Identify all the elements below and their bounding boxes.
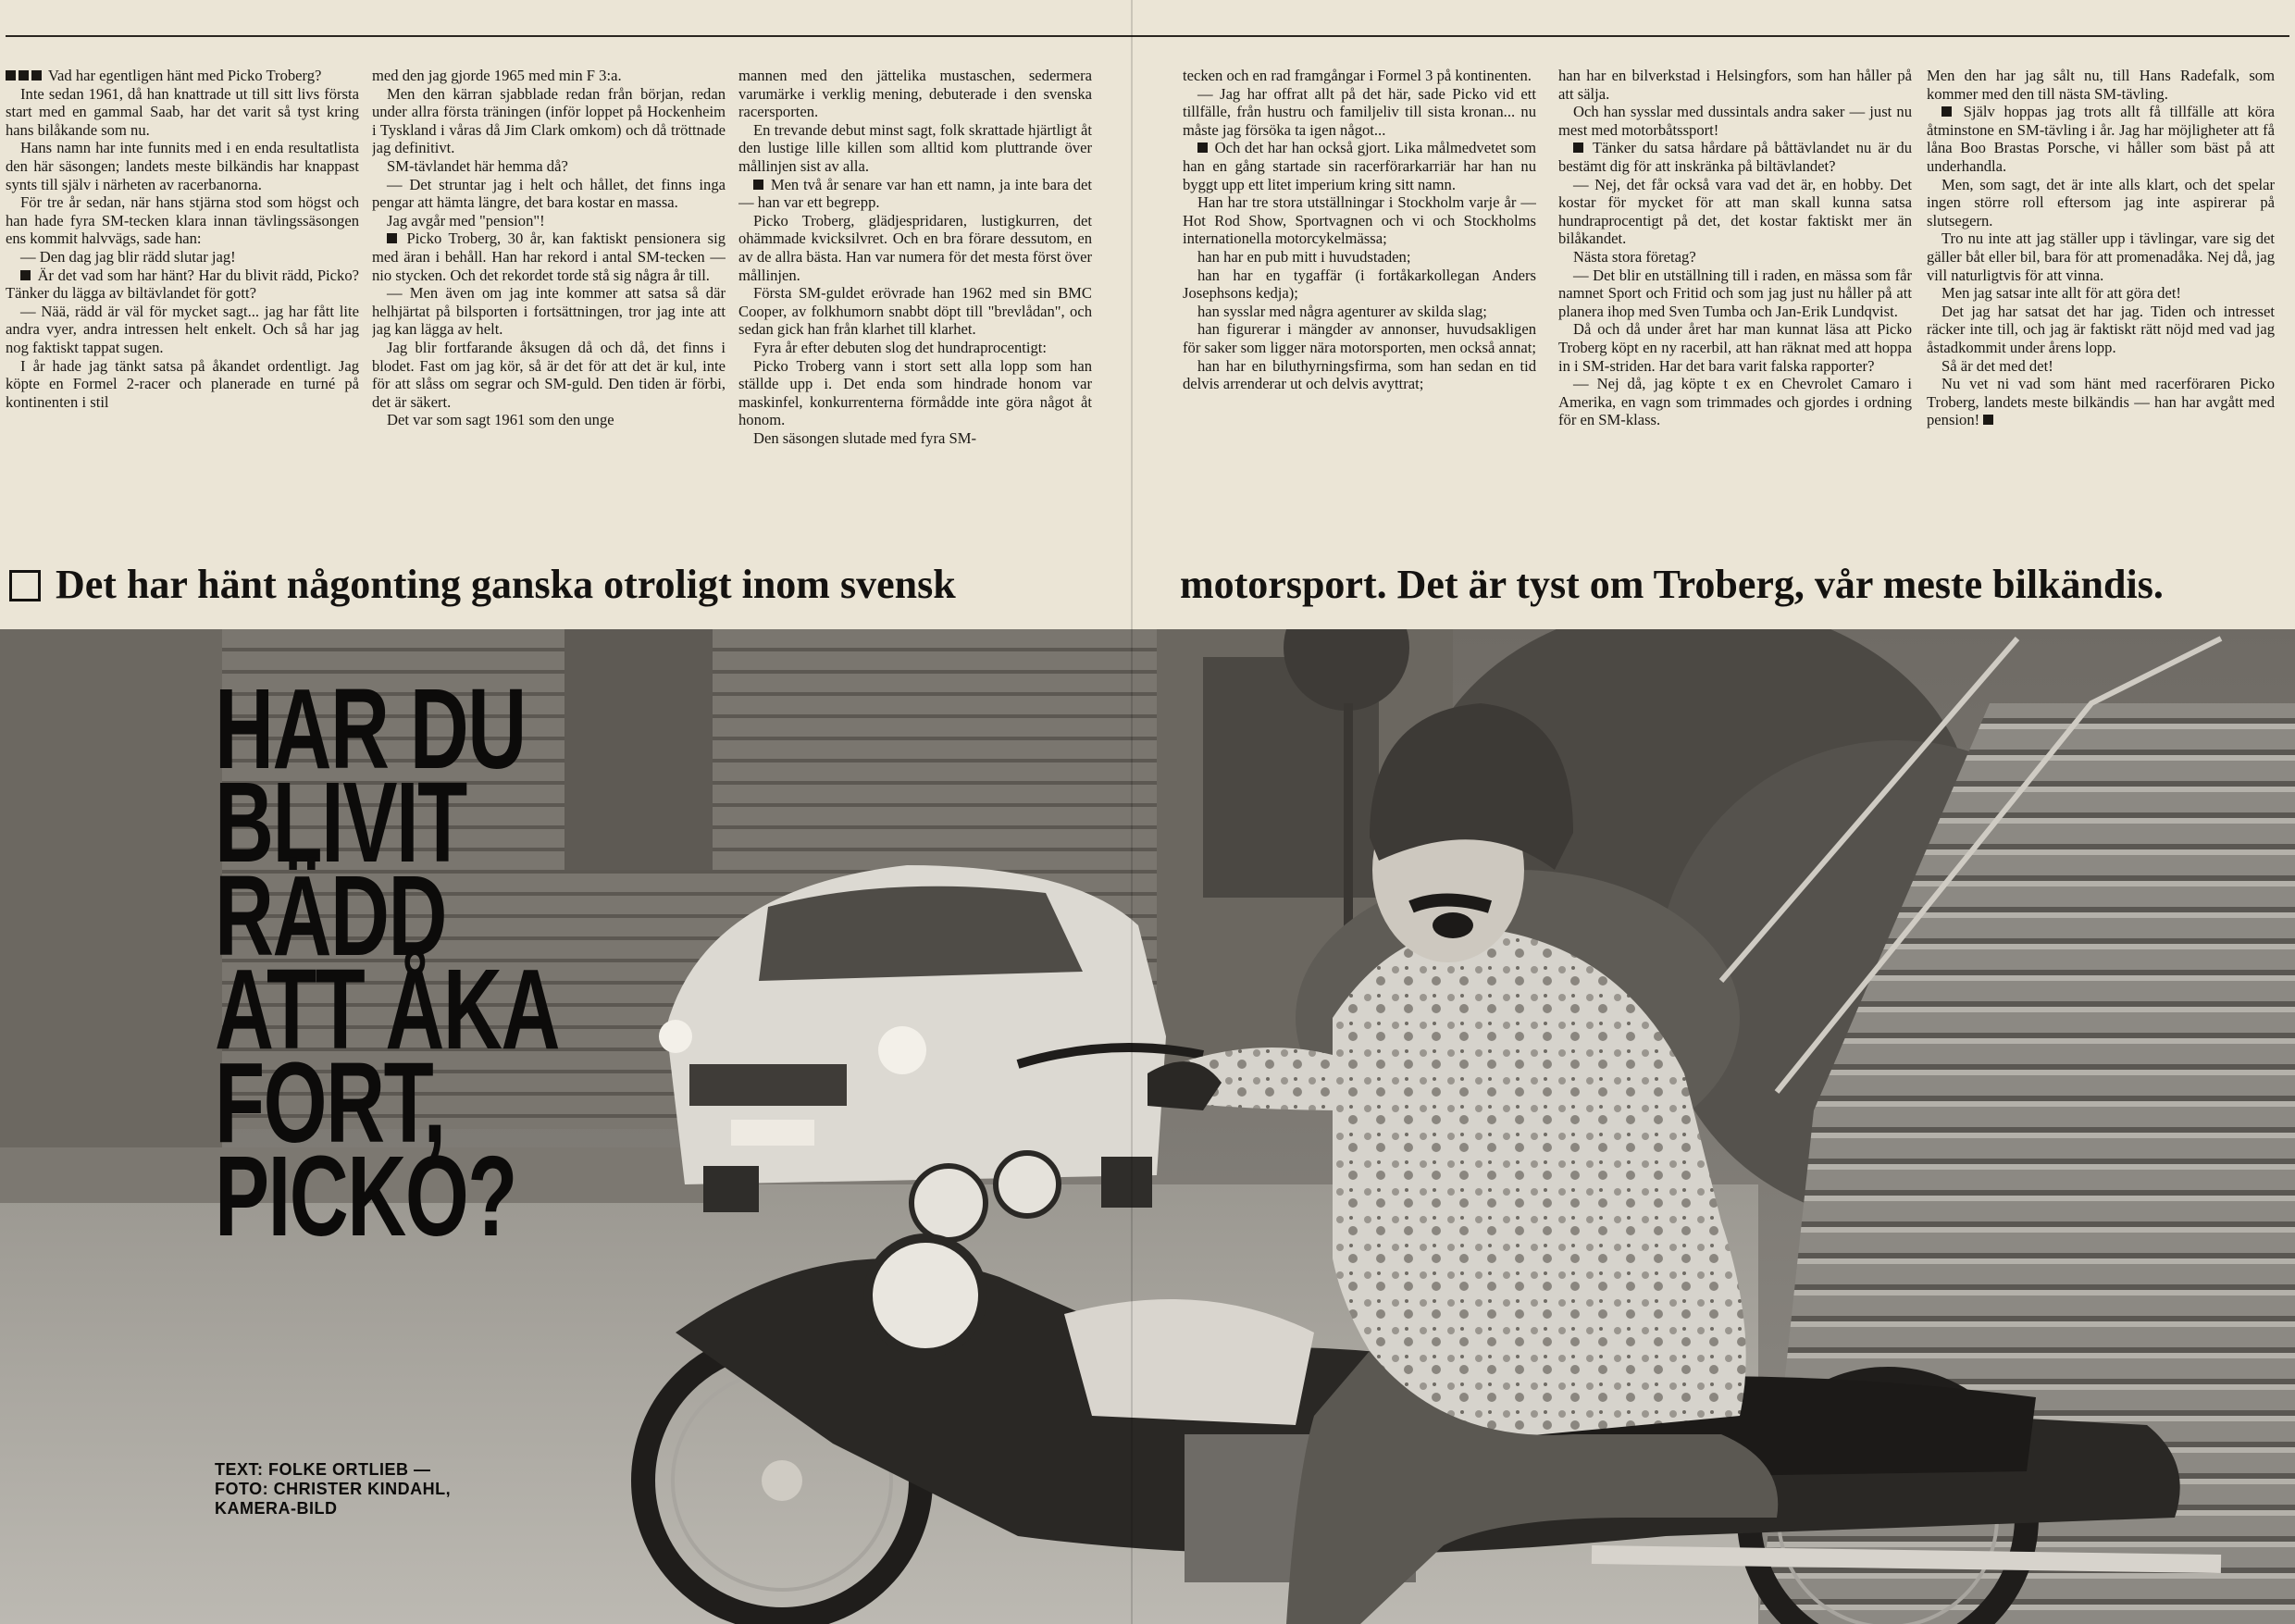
title-line: HAR DU — [215, 666, 526, 793]
article-column-2 — [372, 67, 726, 559]
paragraph: Och det har han också gjort. Lika målmedvetet som han en gång startade sin racerförarkarriär har han nu byggt upp ett litet imperium kring sitt namn. — [1183, 139, 1536, 193]
article-column-4 — [1183, 67, 1536, 559]
article-column-5 — [1558, 67, 1912, 559]
paragraph: — Den dag jag blir rädd slutar jag! — [20, 247, 236, 266]
page-title — [215, 666, 588, 1260]
paragraph: Jag blir fortfarande åksugen då och då, det finns i blodet. Fast om jag kör, så är det för att det är kul, inte för att slåss om segrar och SM-guld. Den tiden är förbi, det är säkert. — [372, 338, 726, 411]
paragraph: — Nää, rädd är väl för mycket sagt... jag har fått lite andra vyer, andra intressen helt enkelt. Och så har jag nog faktiskt tappat sugen. — [6, 302, 359, 356]
title-line: FORT, — [215, 1040, 445, 1167]
paragraph: Nästa stora företag? — [1573, 247, 1696, 266]
headline-left: Det har hänt någonting ganska otroligt inom svensk — [9, 559, 956, 611]
paragraph: mannen med den jättelika mustaschen, sedermera varumärke i verklig mening, debuterade i den svenska racersporten. — [738, 67, 1092, 121]
paragraph: — Nej då, jag köpte t ex en Chevrolet Camaro i Amerika, en vagn som trimmades och gjordes i ordning för en SM-klass. — [1558, 375, 1912, 429]
paragraph: Då och då under året har man kunnat läsa att Picko Troberg köpt en ny racerbil, att han räknat med att hoppa in i SM-striden. Har det bara varit falska rapporter? — [1558, 320, 1912, 375]
byline — [215, 1460, 548, 1519]
paragraph: Tro nu inte att jag ställer upp i tävlingar, vare sig det gäller båt eller bil, bara för att promenadåka. Nej då, jag vill naturligtvis för att vinna. — [1927, 229, 2275, 284]
paragraph: För tre år sedan, när hans stjärna stod som högst och han hade fyra SM-tecken klara innan tävlingssäsongen ens kommit halvvägs, sade han: — [6, 193, 359, 248]
paragraph: Men jag satsar inte allt för att göra det! — [1941, 284, 2181, 303]
paragraph: Så är det med det! — [1941, 356, 2053, 375]
paragraph: Tänker du satsa hårdare på båttävlandet nu är du bestämt dig för att inskränka på biltävlandet? — [1558, 139, 1912, 175]
paragraph: han har en biluthyrningsfirma, som han sedan en tid delvis arrenderar ut och delvis avyttrat; — [1183, 356, 1536, 393]
paragraph: Fyra år efter debuten slog det hundraprocentigt: — [753, 338, 1048, 356]
byline-text: TEXT: FOLKE ORTLIEB — — [215, 1460, 431, 1479]
paragraph: Och han sysslar med dussintals andra saker — just nu mest med motorbåtssport! — [1558, 103, 1912, 139]
paragraph: han har en tygaffär (i fortåkarkollegan Anders Josephsons kedja); — [1183, 266, 1536, 303]
checkbox-square-icon — [9, 570, 41, 601]
article-column-1 — [6, 67, 359, 559]
paragraph: SM-tävlandet här hemma då? — [387, 156, 568, 175]
paragraph: Men två år senare var han ett namn, ja inte bara det — han var ett begrepp. — [738, 175, 1092, 212]
paragraph: han figurerar i mängder av annonser, huvudsakligen för saker som ligger nära motorsporten, men också annat; — [1183, 320, 1536, 356]
title-line: ATT ÅKA — [215, 947, 559, 1073]
paragraph: Vad har egentligen hänt med Picko Troberg? — [6, 67, 359, 85]
paragraph: Själv hoppas jag trots allt få tillfälle att köra åtminstone en SM-tävling i år. Jag har möjligheter att få låna Boo Brastas Porsche, vi håller som bäst på att underhandla. — [1927, 103, 2275, 175]
top-rule — [6, 35, 2289, 37]
title-line: PICKO? — [215, 1134, 516, 1260]
paragraph: Picko Troberg, glädjespridaren, lustigkurren, det ohämmade kvicksilvret. Och en bra förare dessutom, en av de allra bästa. Han var numera för det mesta först över mållinjen. — [738, 211, 1092, 284]
paragraph: tecken och en rad framgångar i Formel 3 på kontinenten. — [1183, 67, 1532, 84]
paragraph: Det var som sagt 1961 som den unge — [387, 411, 614, 429]
paragraph: Första SM-guldet erövrade han 1962 med sin BMC Cooper, av folkhumorn snabbt döpt till "brevlådan", och sedan gick han från klarhet till klarhet. — [738, 284, 1092, 339]
paragraph: Jag avgår med "pension"! — [387, 211, 545, 229]
paragraph: Men den kärran sjabblade redan från början, redan under allra första träningen (inför loppet på Hockenheim i Tyskland i våras då Jim Clark omkom) och då tröttnade jag definitivt. — [372, 84, 726, 157]
paragraph: Picko Troberg vann i stort sett alla lopp som han ställde upp i. Det enda som hindrade honom var maskinfel, konkurrenterna förmådde inte göra något åt honom. — [738, 356, 1092, 429]
paragraph: — Det blir en utställning till i raden, en mässa som får namnet Sport och Fritid och som jag just nu håller på att planera ihop med Sven Tumba och Jan-Erik Lundqvist. — [1558, 266, 1912, 320]
paragraph: Hans namn har inte funnits med i en enda resultatlista den här säsongen; landets meste bilkändis har knappast synts till själv i närheten av racerbanorna. — [6, 139, 359, 193]
paragraph: med den jag gjorde 1965 med min F 3:a. — [372, 67, 622, 84]
paragraph: — Jag har offrat allt på det här, sade Picko vid ett tillfälle, från hustru och familjeliv till sista kronan... nu måste jag försöka ta igen något... — [1183, 84, 1536, 139]
paragraph: han har en bilverkstad i Helsingfors, som han håller på att sälja. — [1558, 67, 1912, 103]
paragraph: Men den har jag sålt nu, till Hans Radefalk, som kommer med den till nästa SM-tävling. — [1927, 67, 2275, 103]
paragraph: Är det vad som har hänt? Har du blivit rädd, Picko? Tänker du lägga av biltävlandet för gott? — [6, 266, 359, 303]
paragraph: Inte sedan 1961, då han knattrade ut till sitt livs första start med en gammal Saab, har det varit så tyst kring hans bilåkande som nu. — [6, 84, 359, 139]
headline-right: motorsport. Det är tyst om Troberg, vår meste bilkändis. — [1180, 562, 2164, 607]
paragraph: En trevande debut minst sagt, folk skrattade hjärtligt åt den lustige lille killen som alltid kom pluttrande över mållinjen sist av alla. — [738, 120, 1092, 175]
paragraph: han har en pub mitt i huvudstaden; — [1197, 247, 1411, 266]
paragraph: Men, som sagt, det är inte alls klart, och det spelar ingen större roll eftersom jag inte aspirerar på slutsegern. — [1927, 175, 2275, 229]
article-column-6 — [1927, 67, 2275, 559]
paragraph: I år hade jag tänkt satsa på åkandet ordentligt. Jag köpte en Formel 2-racer och planerade en turné på kontinenten i stil — [6, 356, 359, 411]
paragraph: Den säsongen slutade med fyra SM- — [753, 428, 977, 447]
byline-agency: KAMERA-BILD — [215, 1499, 338, 1518]
paragraph: Det jag har satsat det har jag. Tiden och intresset räcker inte till, och jag är faktiskt rätt nöjd med vad jag åstadkommit under årens lopp. — [1927, 302, 2275, 356]
paragraph: — Det struntar jag i helt och hållet, det finns inga pengar att hämta längre, det bara kostar en massa. — [372, 175, 726, 212]
paragraph: — Nej, det får också vara vad det är, en hobby. Det kostar för mycket för att man skall kunna satsa hundraprocentigt på det, det kostar faktiskt mer än bilåkandet. — [1558, 175, 1912, 248]
paragraph: Han har tre stora utställningar i Stockholm varje år — Hot Rod Show, Sportvagnen och vi och Stockholms internationella motorcykelmässa; — [1183, 193, 1536, 248]
article-column-3 — [738, 67, 1092, 559]
paragraph: han sysslar med några agenturer av skilda slag; — [1197, 302, 1487, 320]
title-line: RÄDD — [215, 853, 447, 980]
paragraph: Nu vet ni vad som hänt med racerföraren Picko Troberg, landets meste bilkändis — han har avgått med pension! — [1927, 375, 2275, 429]
byline-photo: FOTO: CHRISTER KINDAHL, — [215, 1480, 452, 1498]
title-line: BLIVIT — [215, 760, 466, 886]
paragraph: — Men även om jag inte kommer att satsa så där helhjärtat på bilsporten i fortsättningen, tror jag inte att jag kan lägga av helt. — [372, 284, 726, 339]
paragraph: Picko Troberg, 30 år, kan faktiskt pensionera sig med äran i behåll. Han har rekord i antal SM-tecken — nio stycken. Och det rekordet torde stå sig några år till. — [372, 229, 726, 284]
